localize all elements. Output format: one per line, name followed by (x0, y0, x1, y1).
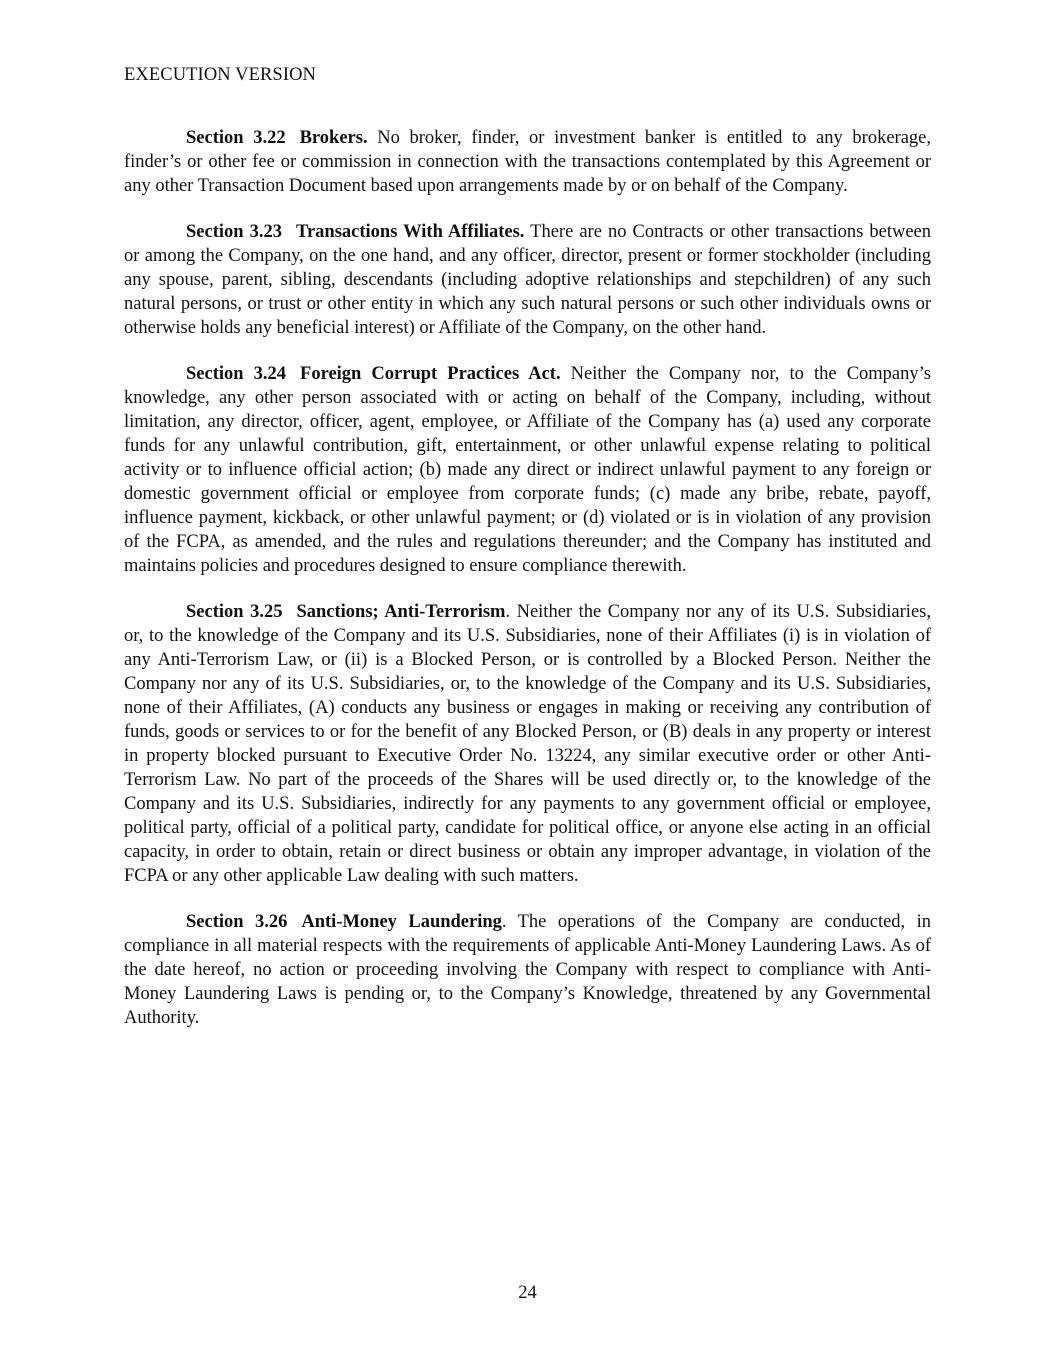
section-title: Foreign Corrupt Practices Act. (300, 364, 561, 384)
section-body: There are no Contracts or other transactions between or among the Company, on the one hand, and any officer, director, present or former stockholder (including any spouse, parent, sibling, descendants (including adoptive relationships and stepchildren) of any such natural persons, or trust or other entity in which any such natural persons or such other individuals owns or otherwise holds any beneficial interest) or Affiliate of the Company, on the other hand. (124, 222, 931, 338)
section-title: Anti-Money Laundering (301, 912, 502, 932)
section-body: The operations of the Company are conducted, in compliance in all material respects with the requirements of applicable Anti-Money Laundering Laws. As of the date hereof, no action or proceeding involving the Company with respect to compliance with Anti-Money Laundering Laws is pending or, to the Company’s Knowledge, threatened by any Governmental Authority. (124, 912, 931, 1028)
section-number: Section 3.24 (186, 364, 287, 384)
section-title: Brokers. (299, 128, 368, 148)
section-body: Neither the Company nor any of its U.S. Subsidiaries, or, to the knowledge of the Company and its U.S. Subsidiaries, none of their Affiliates (i) is in violation of any Anti-Terrorism Law, or (ii) is a Blocked Person, or is controlled by a Blocked Person. Neither the Company nor any of its U.S. Subsidiaries, or, to the knowledge of the Company and its U.S. Subsidiaries, none of their Affiliates, (A) conducts any business or engages in making or receiving any contribution of funds, goods or services to or for the benefit of any Blocked Person, or (B) deals in any property or interest in property blocked pursuant to Executive Order No. 13224, any similar executive order or other Anti-Terrorism Law. No part of the proceeds of the Shares will be used directly or, to the knowledge of the Company and its U.S. Subsidiaries, indirectly for any payments to any government official or employee, political party, official of a political party, candidate for political office, or anyone else acting in an official capacity, in order to obtain, retain or direct business or obtain any improper advantage, in violation of the FCPA or any other applicable Law dealing with such matters. (124, 602, 931, 886)
section-number: Section 3.26 (186, 912, 288, 932)
section-body: No broker, finder, or investment banker is entitled to any brokerage, finder’s or other fee or commission in connection with the transactions contemplated by this Agreement or any other Transaction Document based upon arrangements made by or on behalf of the Company. (124, 128, 931, 196)
document-version-header: EXECUTION VERSION (124, 65, 317, 85)
section-3-23-transactions-with-affiliates (124, 220, 931, 340)
section-title: Sanctions; Anti-Terrorism (296, 602, 506, 622)
section-3-22-brokers (124, 126, 931, 198)
section-number: Section 3.22 (186, 128, 286, 148)
document-body (124, 126, 931, 1052)
page-number: 24 (518, 1283, 537, 1303)
section-3-25-sanctions-anti-terrorism (124, 600, 931, 888)
section-number: Section 3.23 (186, 222, 282, 242)
section-3-26-anti-money-laundering (124, 910, 931, 1030)
section-number: Section 3.25 (186, 602, 283, 622)
section-title-trailing: . (505, 602, 511, 622)
section-title: Transactions With Affiliates. (295, 222, 525, 242)
section-3-24-foreign-corrupt-practices-act (124, 362, 931, 578)
section-title-trailing: . (501, 912, 507, 932)
section-body: Neither the Company nor, to the Company’s knowledge, any other person associated with or acting on behalf of the Company, including, without limitation, any director, officer, agent, employee, or Affiliate of the Company has (a) used any corporate funds for any unlawful contribution, gift, entertainment, or other unlawful expense relating to political activity or to influence official action; (b) made any direct or indirect unlawful payment to any foreign or domestic government official or employee from corporate funds; (c) made any bribe, rebate, payoff, influence payment, kickback, or other unlawful payment; or (d) violated or is in violation of any provision of the FCPA, as amended, and the rules and regulations thereunder; and the Company has instituted and maintains policies and procedures designed to ensure compliance therewith. (124, 364, 931, 576)
